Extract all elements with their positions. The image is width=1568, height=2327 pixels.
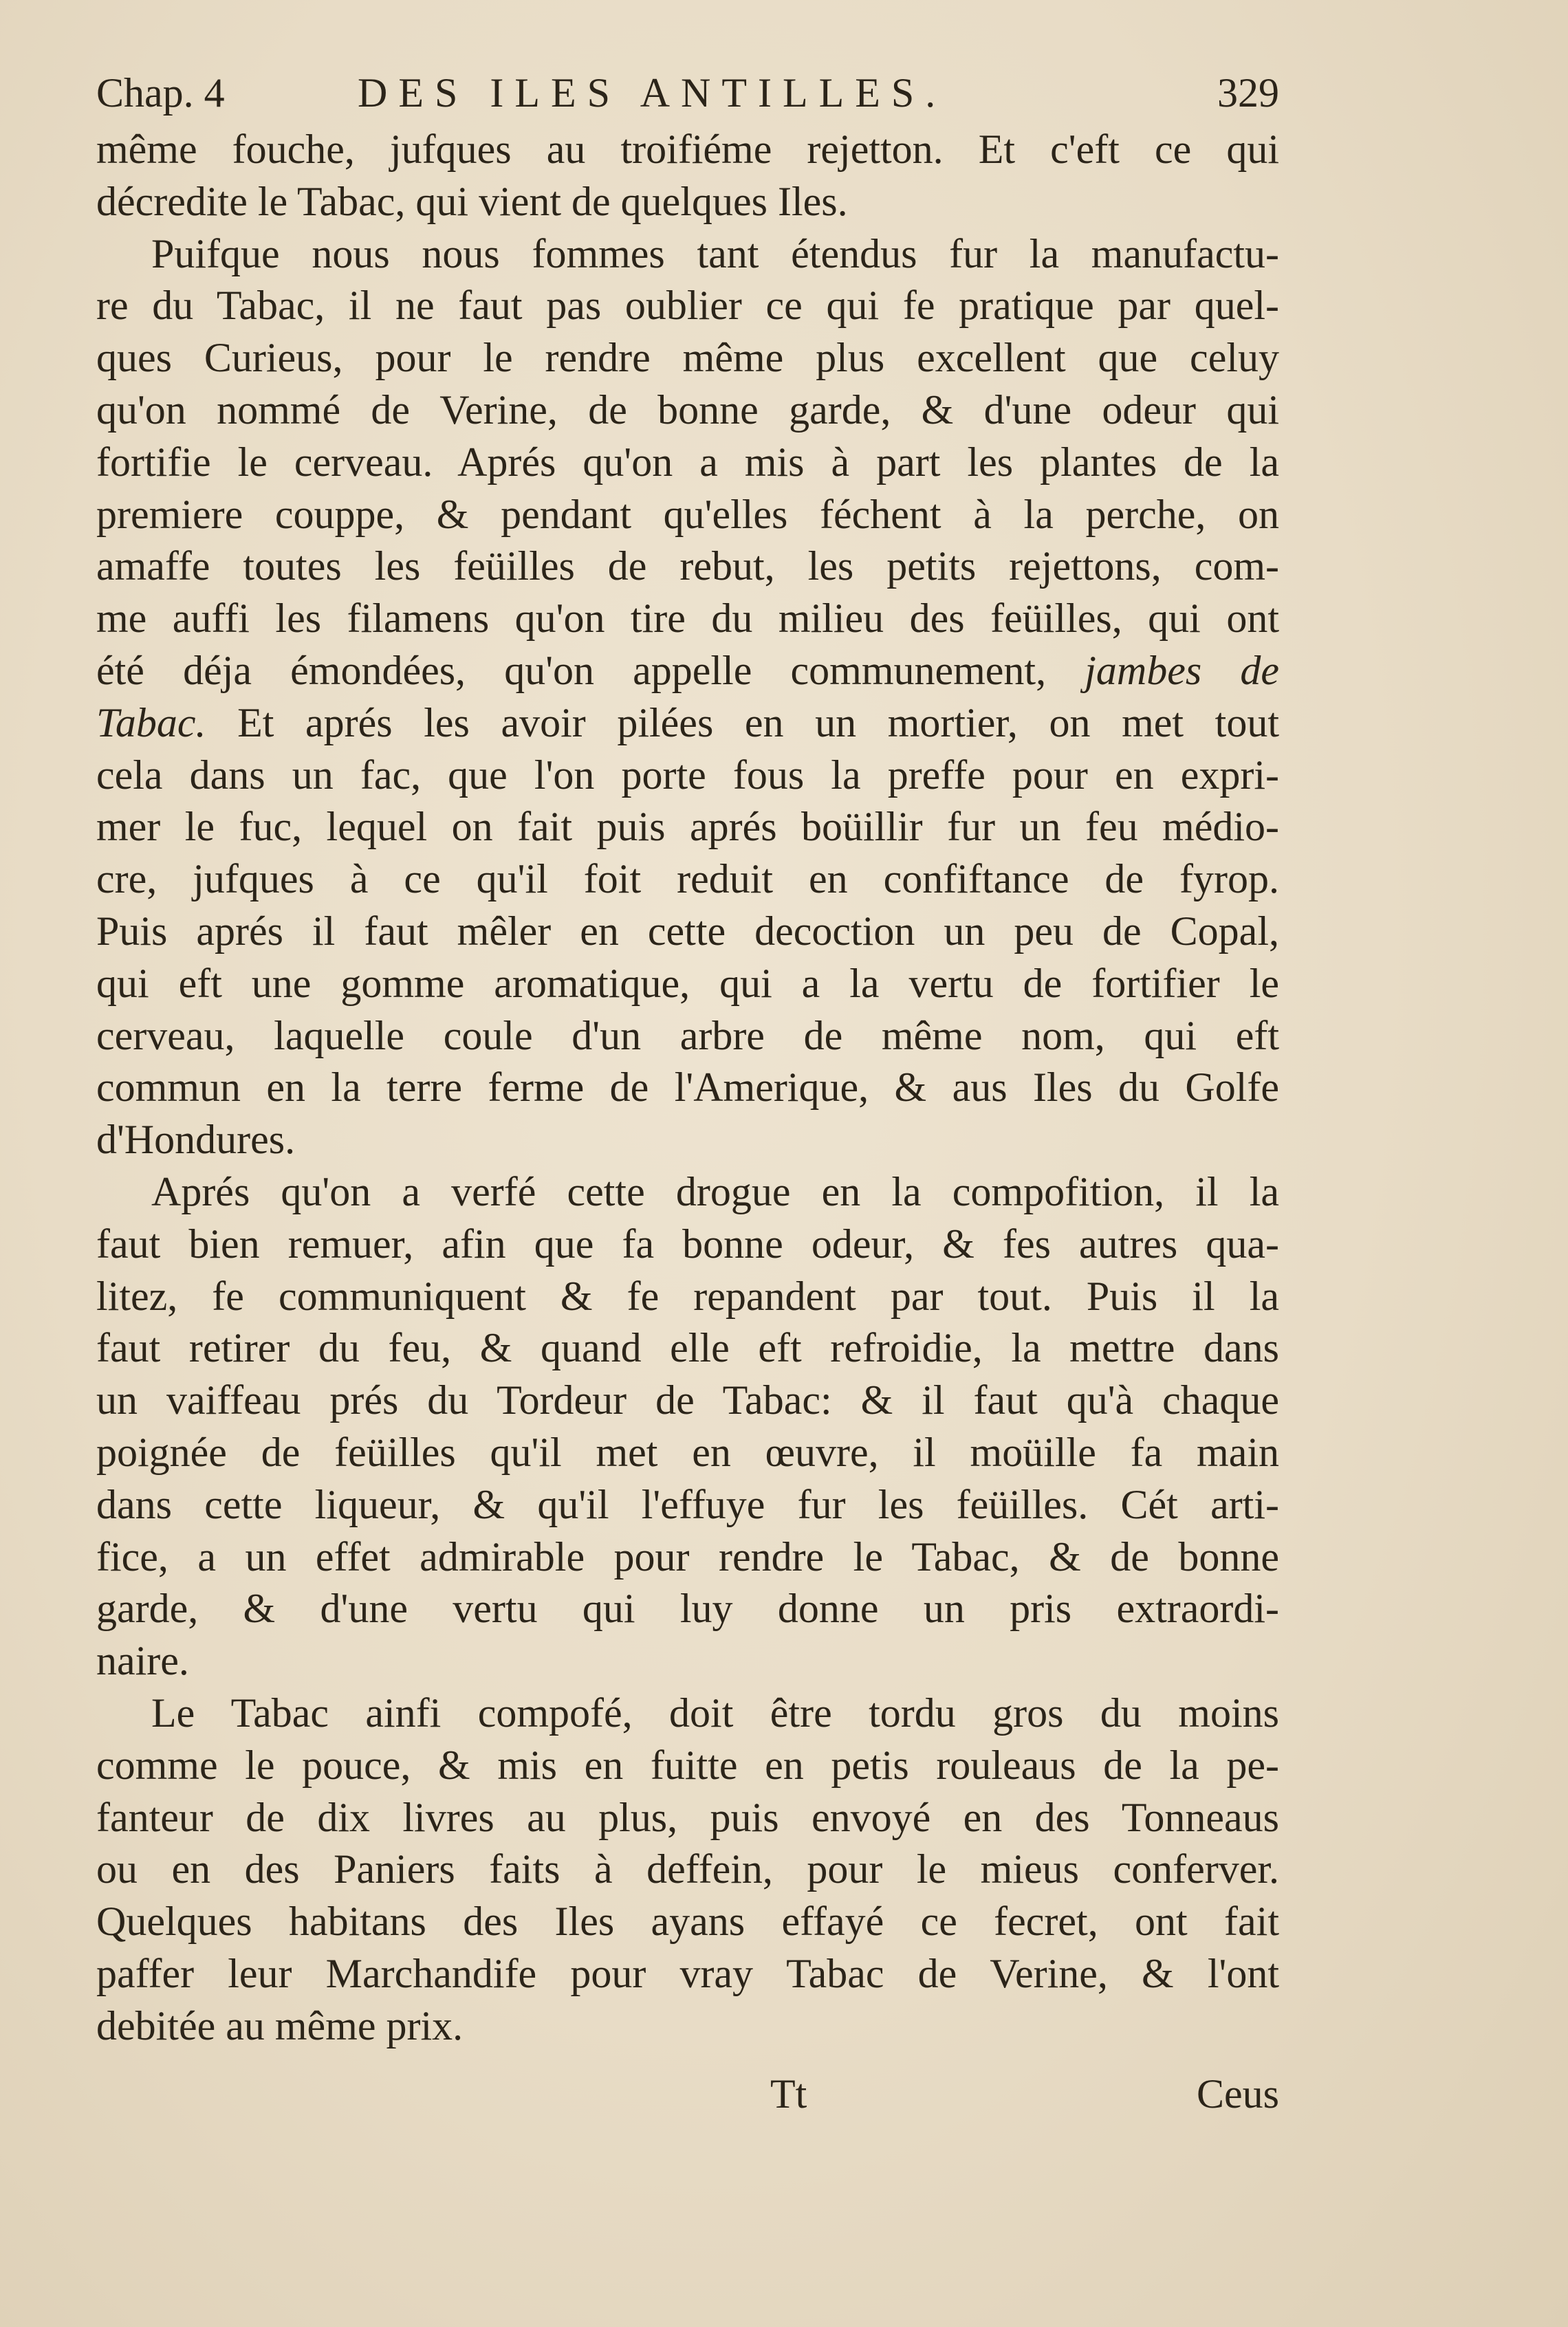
text-segment: été déja émondées, qu'on appelle communement, bbox=[96, 647, 1047, 693]
text-line: d'Hondures. bbox=[96, 1117, 296, 1163]
text-line: dans cette liqueur, & qu'il l'effuye fur les feüilles. Cét arti- bbox=[96, 1481, 1279, 1527]
italic-term: jambes de bbox=[1085, 647, 1279, 693]
text-line: fortifie le cerveau. Aprés qu'on a mis à part les plantes de la bbox=[96, 439, 1279, 485]
text-segment: Et aprés les avoir pilées en un mortier, on met tout bbox=[237, 699, 1280, 745]
text-line: fanteur de dix livres au plus, puis envoyé en des Tonneaus bbox=[96, 1794, 1279, 1840]
text-line: comme le pouce, & mis en fuitte en petis rouleaus de la pe- bbox=[96, 1742, 1279, 1788]
text-line: qui eft une gomme aromatique, qui a la vertu de fortifier le bbox=[96, 960, 1279, 1006]
text-line: litez, fe communiquent & fe repandent par tout. Puis il la bbox=[96, 1273, 1279, 1319]
text-line: garde, & d'une vertu qui luy donne un pris extraordi- bbox=[96, 1586, 1279, 1632]
text-line: même fouche, jufques au troifiéme rejetton. Et c'eft ce qui bbox=[96, 127, 1279, 172]
running-head bbox=[96, 62, 1279, 124]
text-line: Quelques habitans des Iles ayans effayé ce fecret, ont fait bbox=[96, 1899, 1279, 1945]
text-line: premiere couppe, & pendant qu'elles féchent à la perche, on bbox=[96, 491, 1279, 537]
text-line: amaffe toutes les feüilles de rebut, les petits rejettons, com- bbox=[96, 543, 1279, 589]
italic-term: Tabac. bbox=[96, 699, 206, 745]
signature-mark: Tt bbox=[770, 2071, 807, 2117]
text-line: Puis aprés il faut mêler en cette decoction un peu de Copal, bbox=[96, 908, 1279, 954]
text-line: ou en des Paniers faits à deffein, pour le mieus conferver. bbox=[96, 1846, 1279, 1892]
text-line: faut bien remuer, afin que fa bonne odeur, & fes autres qua- bbox=[96, 1221, 1279, 1267]
text-line: ques Curieus, pour le rendre même plus excellent que celuy bbox=[96, 335, 1279, 381]
text-line: faut retirer du feu, & quand elle eft refroidie, la mettre dans bbox=[96, 1325, 1279, 1371]
text-line: commun en la terre ferme de l'Amerique, & aus Iles du Golfe bbox=[96, 1064, 1279, 1111]
text-line bbox=[96, 645, 1279, 697]
page-footer bbox=[96, 2063, 1279, 2125]
catchword: Ceus bbox=[1197, 2071, 1279, 2117]
text-line: décredite le Tabac, qui vient de quelques Iles. bbox=[96, 178, 848, 224]
running-title: DES ILES ANTILLES. bbox=[358, 70, 947, 116]
text-line: Aprés qu'on a verfé cette drogue en la compofition, il la bbox=[151, 1168, 1279, 1214]
text-line: re du Tabac, il ne faut pas oublier ce qui fe pratique par quel- bbox=[96, 283, 1279, 329]
text-line: debitée au même prix. bbox=[96, 2002, 464, 2049]
text-line: un vaiffeau prés du Tordeur de Tabac: & il faut qu'à chaque bbox=[96, 1377, 1279, 1423]
text-line: cerveau, laquelle coule d'un arbre de même nom, qui eft bbox=[96, 1012, 1279, 1058]
text-line: paffer leur Marchandife pour vray Tabac de Verine, & l'ont bbox=[96, 1950, 1279, 1996]
text-line: fice, a un effet admirable pour rendre le Tabac, & de bonne bbox=[96, 1533, 1279, 1580]
page-number: 329 bbox=[1217, 70, 1279, 116]
text-line: Puifque nous nous fommes tant étendus fur la manufactu- bbox=[151, 230, 1279, 276]
text-line: poignée de feüilles qu'il met en œuvre, il moüille fa main bbox=[96, 1429, 1279, 1475]
text-line: cre, jufques à ce qu'il foit reduit en confiftance de fyrop. bbox=[96, 856, 1279, 902]
chapter-label: Chap. 4 bbox=[96, 70, 225, 116]
text-line: cela dans un fac, que l'on porte fous la preffe pour en expri- bbox=[96, 752, 1279, 798]
text-line: me auffi les filamens qu'on tire du milieu des feüilles, qui ont bbox=[96, 596, 1279, 642]
body-text bbox=[96, 124, 1279, 2052]
text-line: Le Tabac ainfi compofé, doit être tordu gros du moins bbox=[151, 1690, 1279, 1736]
text-line: naire. bbox=[96, 1638, 189, 1684]
text-line: qu'on nommé de Verine, de bonne garde, & d'une odeur qui bbox=[96, 386, 1279, 433]
text-line: mer le fuc, lequel on fait puis aprés boüillir fur un feu médio- bbox=[96, 804, 1279, 850]
text-line bbox=[96, 697, 1279, 750]
